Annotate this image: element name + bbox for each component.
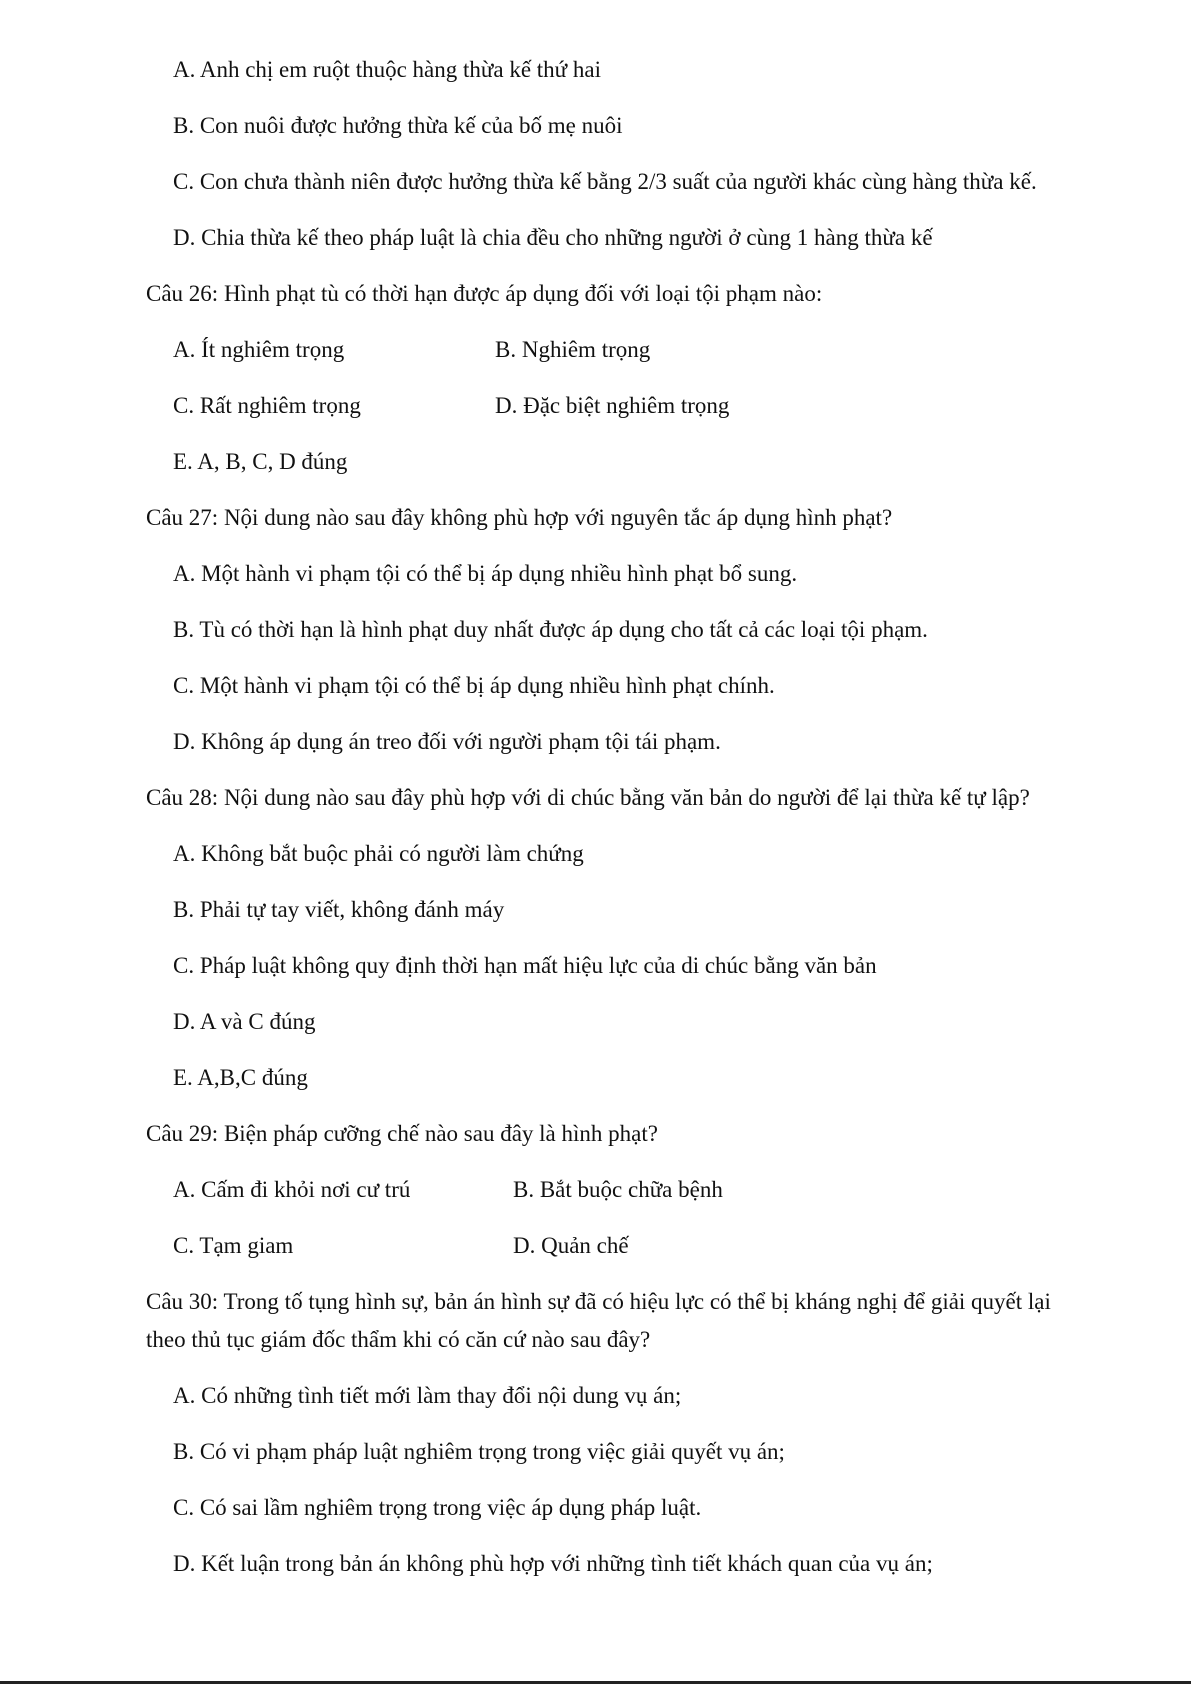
q30-option-a: A. Có những tình tiết mới làm thay đổi nội dung vụ án; <box>173 1383 682 1408</box>
q26-option-a: A. Ít nghiêm trọng <box>173 337 345 362</box>
q29-option-a: A. Cấm đi khỏi nơi cư trú <box>173 1177 411 1202</box>
q27-option-b: B. Tù có thời hạn là hình phạt duy nhất được áp dụng cho tất cả các loại tội phạm. <box>173 617 928 642</box>
q26-option-d: D. Đặc biệt nghiêm trọng <box>495 393 730 418</box>
q27-option-a: A. Một hành vi phạm tội có thể bị áp dụng nhiều hình phạt bổ sung. <box>173 561 798 586</box>
q28-option-c: C. Pháp luật không quy định thời hạn mất hiệu lực của di chúc bằng văn bản <box>173 953 877 978</box>
q30-option-d: D. Kết luận trong bản án không phù hợp với những tình tiết khách quan của vụ án; <box>173 1551 933 1576</box>
q26-option-b: B. Nghiêm trọng <box>495 337 651 362</box>
q26-option-c: C. Rất nghiêm trọng <box>173 393 361 418</box>
q29-question: Câu 29: Biện pháp cưỡng chế nào sau đây là hình phạt? <box>146 1121 658 1146</box>
q30-option-b: B. Có vi phạm pháp luật nghiêm trọng trong việc giải quyết vụ án; <box>173 1439 785 1464</box>
q25-option-d: D. Chia thừa kế theo pháp luật là chia đều cho những người ở cùng 1 hàng thừa kế <box>173 225 933 250</box>
q28-option-a: A. Không bắt buộc phải có người làm chứng <box>173 841 584 866</box>
q25-option-c: C. Con chưa thành niên được hưởng thừa kế bằng 2/3 suất của người khác cùng hàng thừa kế. <box>173 169 1037 194</box>
q25-option-b: B. Con nuôi được hưởng thừa kế của bố mẹ nuôi <box>173 113 623 138</box>
q30-question-line-2: theo thủ tục giám đốc thẩm khi có căn cứ nào sau đây? <box>146 1327 651 1352</box>
q25-option-a: A. Anh chị em ruột thuộc hàng thừa kế thứ hai <box>173 57 601 82</box>
page-bottom-rule <box>0 1681 1191 1684</box>
q29-option-b: B. Bắt buộc chữa bệnh <box>513 1177 723 1202</box>
q29-option-c: C. Tạm giam <box>173 1233 294 1258</box>
q29-option-d: D. Quản chế <box>513 1233 629 1258</box>
q26-question: Câu 26: Hình phạt tù có thời hạn được áp dụng đối với loại tội phạm nào: <box>146 281 823 306</box>
q28-question: Câu 28: Nội dung nào sau đây phù hợp với di chúc bằng văn bản do người để lại thừa kế tự lập? <box>146 785 1030 810</box>
q28-option-b: B. Phải tự tay viết, không đánh máy <box>173 897 505 922</box>
q27-question: Câu 27: Nội dung nào sau đây không phù hợp với nguyên tắc áp dụng hình phạt? <box>146 505 893 530</box>
q30-question-line-1: Câu 30: Trong tố tụng hình sự, bản án hình sự đã có hiệu lực có thể bị kháng nghị để giải quyết lại <box>146 1289 1051 1314</box>
q27-option-d: D. Không áp dụng án treo đối với người phạm tội tái phạm. <box>173 729 721 754</box>
q27-option-c: C. Một hành vi phạm tội có thể bị áp dụng nhiều hình phạt chính. <box>173 673 775 698</box>
q28-option-d: D. A và C đúng <box>173 1009 316 1034</box>
q26-option-e: E. A, B, C, D đúng <box>173 449 348 474</box>
q30-option-c: C. Có sai lầm nghiêm trọng trong việc áp dụng pháp luật. <box>173 1495 702 1520</box>
q28-option-e: E. A,B,C đúng <box>173 1065 308 1090</box>
